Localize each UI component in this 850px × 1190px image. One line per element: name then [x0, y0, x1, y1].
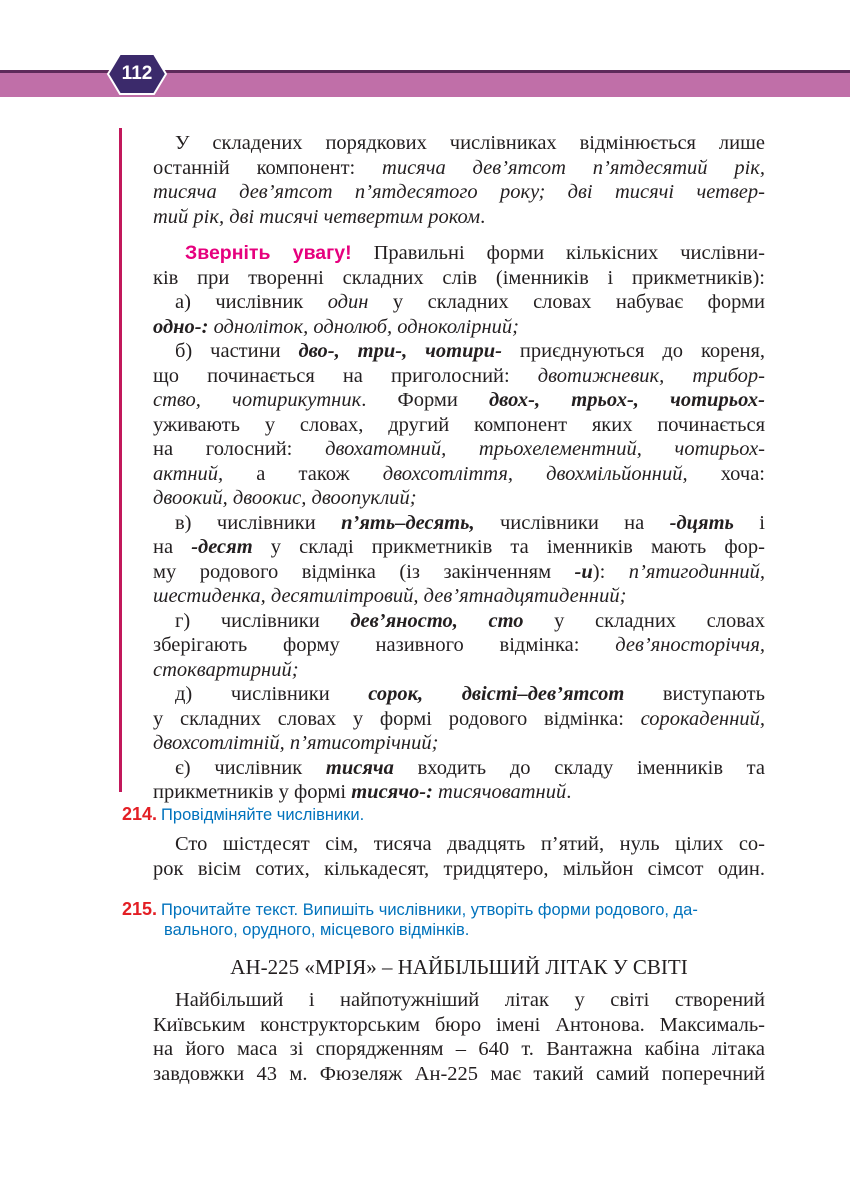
text-line: актний, а також двохсотліття, двохмільйонний, хоча:: [153, 462, 765, 485]
text-line: завдовжки 43 м. Фюзеляж Ан-225 має такий самий поперечний: [153, 1062, 765, 1085]
text-line: му родового відмінка (із закінченням -и): п’ятигодинний,: [153, 560, 765, 583]
note-side-bar: [119, 128, 122, 792]
text-line: на його маса зі спорядженням – 640 т. Вантажна кабіна літака: [153, 1038, 765, 1060]
text-line: на -десят у складі прикметників та іменників мають фор-: [153, 536, 765, 558]
exercise-task: Прочитайте текст. Випишіть числівники, утворіть форми родового, да-: [161, 901, 698, 919]
attention-note: [153, 241, 765, 805]
text-line: останній компонент: тисяча дев’ятсот п’ятдесятий рік,: [153, 156, 765, 179]
text-line: г) числівники дев’яносто, сто у складних словах: [175, 609, 765, 632]
text-line: У складених порядкових числівниках відмінюється лише: [175, 132, 765, 154]
text-line: одно-: одноліток, однолюб, одноколірний;: [153, 315, 519, 338]
text-line: Київським конструкторським бюро імені Антонова. Максималь-: [153, 1013, 765, 1036]
text-line: Сто шістдесят сім, тисяча двадцять п’ятий, нуль цілих со-: [175, 833, 765, 855]
text-line: шестиденка, десятилітровий, дев’ятнадцятиденний;: [153, 585, 627, 607]
rule-paragraph: [153, 131, 765, 229]
exercise-task: вального, орудного, місцевого відмінків.: [164, 921, 470, 939]
text-line: ків при творенні складних слів (іменників і прикметників):: [153, 266, 765, 289]
text-line: тий рік, дві тисячі четвертим роком.: [153, 205, 486, 228]
attention-label: Зверніть увагу!: [185, 242, 352, 264]
page-number-badge: [106, 52, 168, 96]
text-line: зберігають форму називного відмінка: дев’яносторіччя,: [153, 634, 765, 656]
text-line: ство, чотирикутник. Форми двох-, трьох-, чотирьох-: [153, 389, 765, 411]
text-line: Найбільший і найпотужніший літак у світі створений: [175, 989, 765, 1011]
page-number: 112: [121, 63, 153, 84]
text-title: АН-225 «МРІЯ» – НАЙБІЛЬШИЙ ЛІТАК У СВІТІ: [230, 955, 688, 979]
text-line: д) числівники сорок, двісті–дев’ятсот виступають: [175, 683, 765, 705]
text-line: а) числівник один у складних словах набуває форми: [175, 291, 765, 313]
exercise-214-header: [122, 804, 364, 825]
text-line: на голосний: двохатомний, трьохелементний, чотирьох-: [153, 438, 765, 460]
exercise-number: 214.: [122, 804, 158, 824]
text-line: Зверніть увагу! Правильні форми кількісних числівни-: [185, 242, 765, 264]
text-line: рок вісім сотих, кількадесят, тридцятеро, мільйон сімсот один.: [153, 857, 765, 880]
text-line: є) числівник тисяча входить до складу іменників та: [175, 756, 765, 779]
exercise-215-task-cont: [164, 921, 469, 940]
text-line: двохсотлітній, п’ятисотрічний;: [153, 732, 439, 754]
text-line: що починається на приголосний: двотижневик, трибор-: [153, 364, 765, 387]
text-line: в) числівники п’ять–десять, числівники на -дцять і: [175, 511, 765, 534]
exercise-215-header: [122, 899, 698, 920]
exercise-task: Провідміняйте числівники.: [161, 806, 365, 824]
text-line: б) частини дво-, три-, чотири- приєднуються до кореня,: [175, 340, 765, 362]
text-line: стоквартирний;: [153, 658, 299, 681]
exercise-215-text: [153, 988, 765, 1086]
exercise-214-text: [153, 832, 765, 881]
text-line: у складних словах у формі родового відмінка: сорокаденний,: [153, 707, 765, 730]
exercise-number: 215.: [122, 899, 158, 919]
text-line: двоокий, двоокис, двоопуклий;: [153, 487, 417, 509]
text-line: уживають у словах, другий компонент яких починається: [153, 413, 765, 436]
text-line: тисяча дев’ятсот п’ятдесятого року; дві тисячі четвер-: [153, 181, 765, 203]
text-line: прикметників у формі тисячо-: тисячоватний.: [153, 781, 572, 803]
